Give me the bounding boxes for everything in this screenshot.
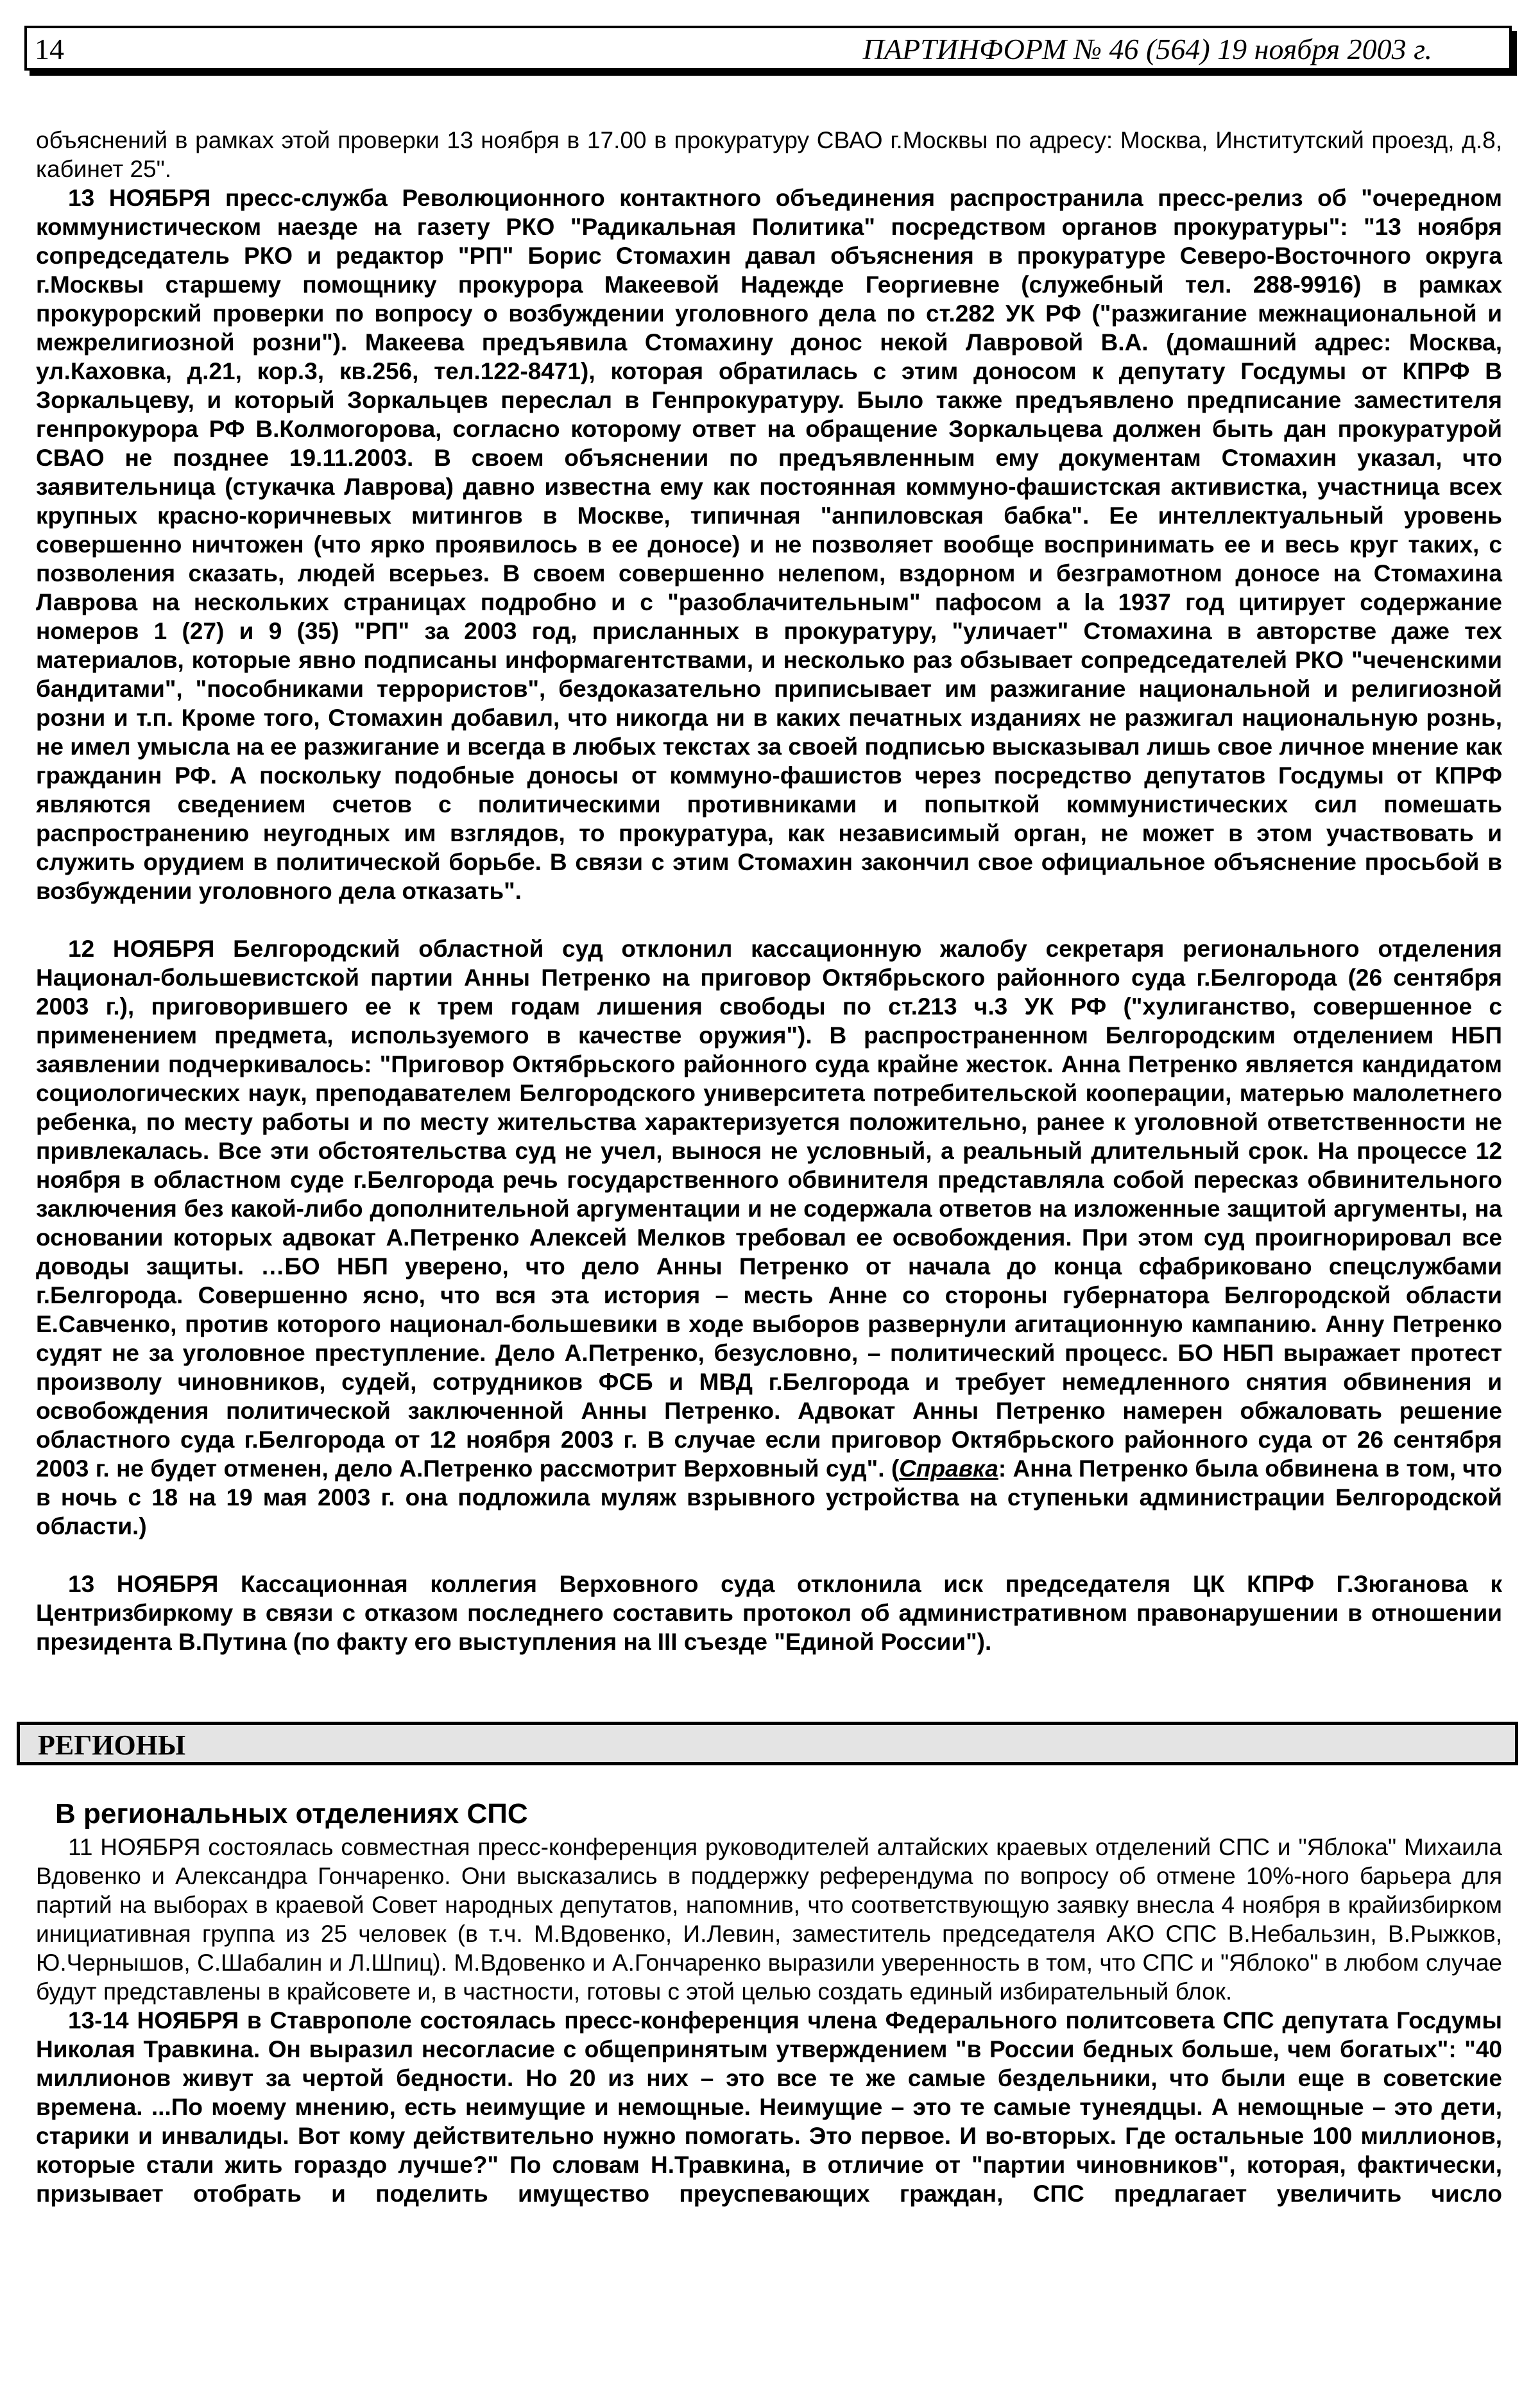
publication-title: ПАРТИНФОРМ № 46 (564) 19 ноября 2003 г. xyxy=(862,33,1432,65)
paragraph-continuation: объяснений в рамках этой проверки 13 ноября в 17.00 в прокуратуру СВАО г.Москвы по адресу: Москва, Институтский проезд, д.8, кабинет 25". xyxy=(36,127,1502,182)
paragraph-stavropol: 13-14 НОЯБРЯ в Ставрополе состоялась пресс-конференция члена Федерального политсовета СПС депутата Госдумы Николая Травкина. Он выразил несогласие с общепринятым утверждением "в России бедных больше, чем богатых": "40 миллионов живут за чертой бедности. Но 20 из них – это все те же самые бездельники, что были еще в советские времена. ...По моему мнению, есть неимущие и немощные. Неимущие – это те самые тунеядцы. А немощные – это дети, старики и инвалиды. Вот кому действительно нужно помогать. Это первое. И во-вторых. Где остальные 100 миллионов, которые стали жить гораздо лучше?" По словам Н.Травкина, в отличие от "партии чиновников", которая, фактически, призывает отобрать и поделить имущество преуспевающих граждан, СПС предлагает увеличить число xyxy=(36,2007,1502,2207)
page-number: 14 xyxy=(35,33,64,65)
article-body xyxy=(36,126,1502,1656)
spacer xyxy=(36,1541,1502,1570)
paragraph-supreme-court: 13 НОЯБРЯ Кассационная коллегия Верховного суда отклонила иск председателя ЦК КПРФ Г.Зюганова к Центризбиркому в связи с отказом последнего составить протокол об административном правонарушении в отношении президента В.Путина (по факту его выступления на III съезде "Единой России"). xyxy=(36,1571,1502,1655)
paragraph-rko-press-release: 13 НОЯБРЯ пресс-служба Революционного контактного объединения распространила пресс-релиз об "очередном коммунистическом наезде на газету РКО "Радикальная Политика" посредством органов прокуратуры": "13 ноября сопредседатель РКО и редактор "РП" Борис Стомахин давал объяснения в прокуратуре Северо-Восточного округа г.Москвы старшему помощнику прокурора Макеевой Надежде Георгиевне (служебный тел. 288-9916) в рамках прокурорский проверки по вопросу о возбуждении уголовного дела по ст.282 УК РФ ("разжигание межнациональной и межрелигиозной розни"). Макеева предъявила Стомахину донос некой Лавровой В.А. (домашний адрес: Москва, ул.Каховка, д.21, кор.3, кв.256, тел.122-8471), которая обратилась с этим доносом к депутату Госдумы от КПРФ В Зоркальцеву, и который Зоркальцев переслал в Генпрокуратуру. Было также предъявлено предписание заместителя генпрокурора РФ В.Колмогорова, согласно которому ответ на обращение Зоркальцева должен быть дан прокуратурой СВАО не позднее 19.11.2003. В своем объяснении по предъявленным ему документам Стомахин указал, что заявительница (стукачка Лаврова) давно известна ему как постоянная коммуно-фашистская активистка, участница всех крупных красно-коричневых митингов в Москве, типичная "анпиловская бабка". Ее интеллектуальный уровень совершенно ничтожен (что ярко проявилось в ее доносе) и не позволяет вообще воспринимать ее и весь круг таких, с позволения сказать, людей всерьез. В своем совершенно нелепом, вздорном и безграмотном доносе на Стомахина Лаврова на нескольких страницах подробно и с "разоблачительным" пафосом а la 1937 год цитирует содержание номеров 1 (27) и 9 (35) "РП" за 2003 год, присланных в прокуратуру, "уличает" Стомахина в авторстве даже тех материалов, которые явно подписаны информагентствами, и несколько раз обзывает сопредседателей РКО "чеченскими бандитами", "пособниками террористов", бездоказательно приписывает им разжигание национальной и религиозной розни и т.п. Кроме того, Стомахин добавил, что никогда ни в каких печатных изданиях не разжигал национальную рознь, не имел умысла на ее разжигание и всегда в любых текстах за своей подписью высказывал лишь свое личное мнение как гражданин РФ. А поскольку подобные доносы от коммуно-фашистов через посредство депутатов Госдумы от КПРФ являются сведением счетов с политическими противниками и попыткой коммунистических сил помешать распространению неугодных им взглядов, то прокуратура, как независимый орган, не может в этом участвовать и служить орудием в политической борьбе. В связи с этим Стомахин закончил свое официальное объяснение просьбой в возбуждении уголовного дела отказать". xyxy=(36,185,1502,904)
section-title: РЕГИОНЫ xyxy=(38,1729,186,1761)
section-header-regions xyxy=(17,1722,1518,1765)
page-header xyxy=(24,26,1512,71)
reference-label: Справка xyxy=(899,1455,998,1482)
paragraph-text: 12 НОЯБРЯ Белгородский областной суд отклонил кассационную жалобу секретаря регионального отделения Национал-большевистской партии Анны Петренко на приговор Октябрьского районного суда г.Белгорода (26 сентября 2003 г.), приговорившего ее к трем годам лишения свободы по ст.213 ч.3 УК РФ ("хулиганство, совершенное с применением предмета, используемого в качестве оружия"). В распространенном Белгородским отделением НБП заявлении подчеркивалось: "Приговор Октябрьского районного суда крайне жесток. Анна Петренко является кандидатом социологических наук, преподавателем Белгородского университета потребительской кооперации, матерью малолетнего ребенка, по месту работы и по месту жительства характеризуется положительно, ранее к уголовной ответственности не привлекалась. Все эти обстоятельства суд не учел, вынося не условный, а реальный длительный срок. На процессе 12 ноября в областном суде г.Белгорода речь государственного обвинителя представляла собой пересказ обвинительного заключения без какой-либо дополнительной аргументации и не содержала ответов на изложенные защитой аргументы, на основании которых адвокат А.Петренко Алексей Мелков требовал ее освобождения. При этом суд проигнорировал все доводы защиты. …БО НБП уверено, что дело Анны Петренко от начала до конца сфабриковано спецслужбами г.Белгорода. Совершенно ясно, что вся эта история – месть Анне со стороны губернатора Белгородской области Е.Савченко, против которого национал-большевики в ходе выборов развернули агитационную кампанию. Анну Петренко судят не за уголовное преступление. Дело А.Петренко, безусловно, – политический процесс. БО НБП выражает протест произволу чиновников, судей, сотрудников ФСБ и МВД г.Белгорода и требует немедленного снятия обвинения и освобождения политической заключенной Анны Петренко. Адвокат Анны Петренко намерен обжаловать решение областного суда г.Белгорода от 12 ноября 2003 г. В случае если приговор Октябрьского районного суда от 26 сентября 2003 г. не будет отменен, дело А.Петренко рассмотрит Верховный суд". ( xyxy=(36,936,1502,1482)
paragraph-petrenko xyxy=(36,934,1502,1541)
paragraph-text: : Анна Петренко была обвинена в том, что в ночь с 18 на 19 мая 2003 г. она подложила муляж взрывного устройства на ступеньки администрации Белгородской области.) xyxy=(36,1455,1503,1539)
regions-body xyxy=(36,1797,1502,2208)
article-heading: В региональных отделениях СПС xyxy=(55,1798,528,1829)
spacer xyxy=(36,905,1502,934)
paragraph-altai: 11 НОЯБРЯ состоялась совместная пресс-конференция руководителей алтайских краевых отделений СПС и "Яблока" Михаила Вдовенко и Александра Гончаренко. Они высказались в поддержку референдума по вопросу об отмене 10%-ного барьера для партий на выборах в краевой Совет народных депутатов, напомнив, что соответствующую заявку внесла 4 ноября в крайизбирком инициативная группа из 25 человек (в т.ч. М.Вдовенко, И.Левин, заместитель председателя АКО СПС В.Небальзин, В.Рыжков, Ю.Чернышов, С.Шабалин и Л.Шпиц). М.Вдовенко и А.Гончаренко выразили уверенность в том, что СПС и "Яблоко" в любом случае будут представлены в крайсовете и, в частности, готовы с этой целью создать единый избирательный блок. xyxy=(36,1834,1502,2005)
